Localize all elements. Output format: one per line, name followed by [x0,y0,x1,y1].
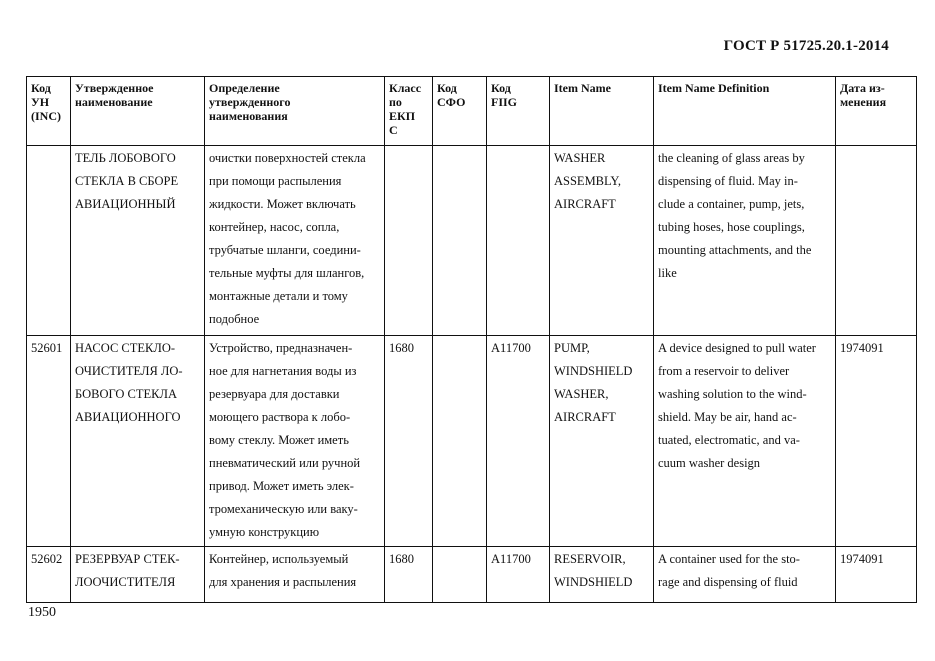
cell-approved-name: ТЕЛЬ ЛОБОВОГО СТЕКЛА В СБОРЕ АВИАЦИОННЫЙ [71,146,205,336]
cell-fiig: A11700 [487,336,550,547]
cell-fiig: A11700 [487,547,550,603]
cell-sfo [433,547,487,603]
cell-inc: 52602 [27,547,71,603]
cell-fiig [487,146,550,336]
col-header-approved-name: Утвержденное наименование [71,77,205,146]
table-row [27,146,917,336]
cell-item-definition: the cleaning of glass areas by dispensing of fluid. May in- clude a container, pump, jets, tubing hoses, hose couplings, mounting attachments, and the like [654,146,836,336]
cell-approved-name: НАСОС СТЕКЛО- ОЧИСТИТЕЛЯ ЛО- БОВОГО СТЕКЛА АВИАЦИОННОГО [71,336,205,547]
col-header-item-name: Item Name [550,77,654,146]
cell-class: 1680 [385,336,433,547]
page-number: 1950 [28,605,56,620]
catalog-table [26,76,917,603]
cell-item-name: RESERVOIR, WINDSHIELD [550,547,654,603]
cell-approved-name: РЕЗЕРВУАР СТЕК- ЛООЧИСТИТЕЛЯ [71,547,205,603]
col-header-definition: Определение утвержденного наименования [205,77,385,146]
cell-item-definition: A container used for the sto- rage and dispensing of fluid [654,547,836,603]
document-header: ГОСТ Р 51725.20.1-2014 [723,38,889,54]
cell-definition: Устройство, предназначен- ное для нагнетания воды из резервуара для доставки моющего раствора к лобо- вому стеклу. Может иметь пневматический или ручной привод. Может иметь элек- тромеханическую или ваку- умную конструкцию [205,336,385,547]
col-header-inc: Код УН (INC) [27,77,71,146]
cell-date: 1974091 [836,336,917,547]
cell-item-name: PUMP, WINDSHIELD WASHER, AIRCRAFT [550,336,654,547]
cell-sfo [433,336,487,547]
cell-item-definition: A device designed to pull water from a reservoir to deliver washing solution to the wind- shield. May be air, hand ac- tuated, electromatic, and va- cuum washer design [654,336,836,547]
col-header-fiig: Код FIIG [487,77,550,146]
cell-sfo [433,146,487,336]
cell-definition: Контейнер, используемый для хранения и распыления [205,547,385,603]
cell-inc: 52601 [27,336,71,547]
cell-item-name: WASHER ASSEMBLY, AIRCRAFT [550,146,654,336]
cell-inc [27,146,71,336]
col-header-sfo: Код СФО [433,77,487,146]
col-header-item-definition: Item Name Definition [654,77,836,146]
cell-date: 1974091 [836,547,917,603]
table-row [27,336,917,547]
col-header-class: Класс по ЕКП С [385,77,433,146]
cell-date [836,146,917,336]
cell-definition: очистки поверхностей стекла при помощи распыления жидкости. Может включать контейнер, насос, сопла, трубчатые шланги, соедини- тельные муфты для шлангов, монтажные детали и тому подобное [205,146,385,336]
cell-class [385,146,433,336]
col-header-date: Дата из- менения [836,77,917,146]
cell-class: 1680 [385,547,433,603]
table-row [27,547,917,603]
table-header-row [27,77,917,146]
